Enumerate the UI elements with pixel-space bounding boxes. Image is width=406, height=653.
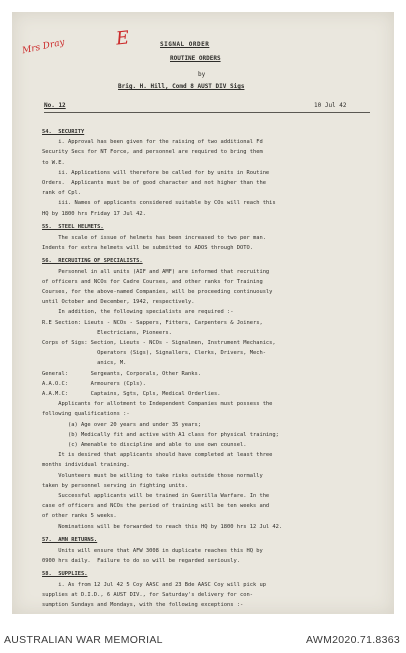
body-line: until October and December, 1942, respectively.	[42, 299, 195, 306]
body-line: taken by personnel serving in fighting units.	[42, 482, 189, 489]
header-rule	[44, 112, 370, 113]
body-line: (b) Medically fit and active with A1 class for physical training;	[42, 431, 279, 438]
body-line: months individual training.	[42, 462, 130, 469]
body-line: Operators (Sigs), Signallers, Clerks, Drivers, Mech-	[42, 350, 266, 357]
body-line: A.A.M.C: Captains, Sgts, Cpls, Medical Orderlies.	[42, 391, 221, 397]
section-heading: 57. AMN RETURNS.	[42, 537, 98, 544]
body-line: Units will ensure that AFW 3008 in duplicate reaches this HQ by	[42, 547, 263, 554]
body-line: 0900 hrs daily. Failure to do so will be regarded seriously.	[42, 557, 240, 564]
body-line: supplies at D.I.D., 6 AUST DIV., for Saturday's delivery for con-	[42, 591, 253, 598]
body-line: Electricians, Pioneers.	[42, 329, 172, 336]
body-line: General: Sergeants, Corporals, Other Ranks.	[42, 370, 202, 377]
archive-footer	[0, 628, 406, 653]
body-line: iii. Names of applicants considered suitable by COs will reach this	[42, 200, 276, 207]
document-subtitle: ROUTINE ORDERS	[170, 55, 221, 62]
body-line: sumption Sundays and Mondays, with the following exceptions :-	[42, 602, 244, 608]
body-line: of officers and NCOs for Cadre Courses, and other ranks for Training	[42, 278, 263, 285]
body-line: HQ by 1800 hrs Friday 17 Jul 42.	[42, 210, 146, 217]
body-line: Personnel in all units (AIF and AMF) are informed that recruiting	[42, 268, 270, 275]
body-line: Security Secs for NT Force, and personnel are required to bring them	[42, 149, 263, 156]
document-page	[12, 12, 394, 614]
body-line: (a) Age over 20 years and under 35 years;	[42, 421, 202, 428]
body-line: case of officers and NCOs the period of training will be ten weeks and	[42, 503, 270, 510]
body-line: In addition, the following specialists are required :-	[42, 309, 234, 316]
body-line: i. Approval has been given for the raising of two additional Fd	[42, 139, 263, 146]
body-line: Indents for extra helmets will be submitted to ADOS through DOTO.	[42, 244, 253, 251]
body-line: Nominations will be forwarded to reach this HQ by 1800 hrs 12 Jul 42.	[42, 523, 283, 530]
handwritten-letter: E	[114, 27, 131, 50]
body-line: Courses, for the above-named Companies, will be proceeding continuously	[42, 289, 273, 295]
archive-reference: AWM2020.71.8363	[305, 634, 400, 646]
body-line: (c) Amenable to discipline and able to use own counsel.	[42, 442, 247, 448]
body-line: to W.E.	[42, 159, 65, 166]
order-date: 10 Jul 42	[314, 102, 347, 109]
document-title: SIGNAL ORDER	[160, 41, 210, 48]
document-author: Brig. H. Hill, Comd 8 AUST DIV Sigs	[118, 83, 245, 90]
body-line: Volunteers must be willing to take risks outside those normally	[42, 472, 263, 479]
body-line: ii. Applications will therefore be called for by units in Routine	[42, 169, 270, 176]
body-line: It is desired that applicants should have completed at least three	[42, 452, 273, 459]
body-line: Corps of Sigs: Section, Lieuts - NCOs - Signalmen, Instrument Mechanics,	[42, 340, 276, 346]
body-line: The scale of issue of helmets has been increased to two per man.	[42, 234, 266, 241]
archive-source: AUSTRALIAN WAR MEMORIAL	[4, 634, 163, 646]
body-line: R.E Section: Lieuts - NCOs - Sappers, Fitters, Carpenters & Joiners,	[42, 319, 263, 326]
document-by: by	[198, 71, 206, 78]
section-heading: 56. RECRUITING OF SPECIALISTS.	[42, 258, 143, 265]
body-line: of other ranks 5 weeks.	[42, 513, 117, 520]
body-line: Applicants for allotment to Independent Companies must possess the	[42, 401, 273, 408]
body-line: Orders. Applicants must be of good character and not higher than the	[42, 180, 266, 186]
body-line: anics, M.	[42, 360, 127, 367]
body-line: i. As from 12 Jul 42 5 Coy AASC and 23 Bde AASC Coy will pick up	[42, 581, 266, 588]
body-line: following qualifications :-	[42, 411, 130, 418]
body-line: Successful applicants will be trained in Guerilla Warfare. In the	[42, 493, 270, 499]
section-heading: 55. STEEL HELMETS.	[42, 224, 104, 231]
body-line: rank of Cpl.	[42, 190, 81, 197]
section-heading: 54. SECURITY	[42, 129, 85, 135]
section-heading: 58. SUPPLIES.	[42, 571, 88, 578]
order-number: No. 12	[44, 102, 66, 109]
body-line: A.A.O.C: Armourers (Cpls).	[42, 380, 146, 387]
handwritten-annotation: Mrs Dray	[21, 37, 66, 57]
